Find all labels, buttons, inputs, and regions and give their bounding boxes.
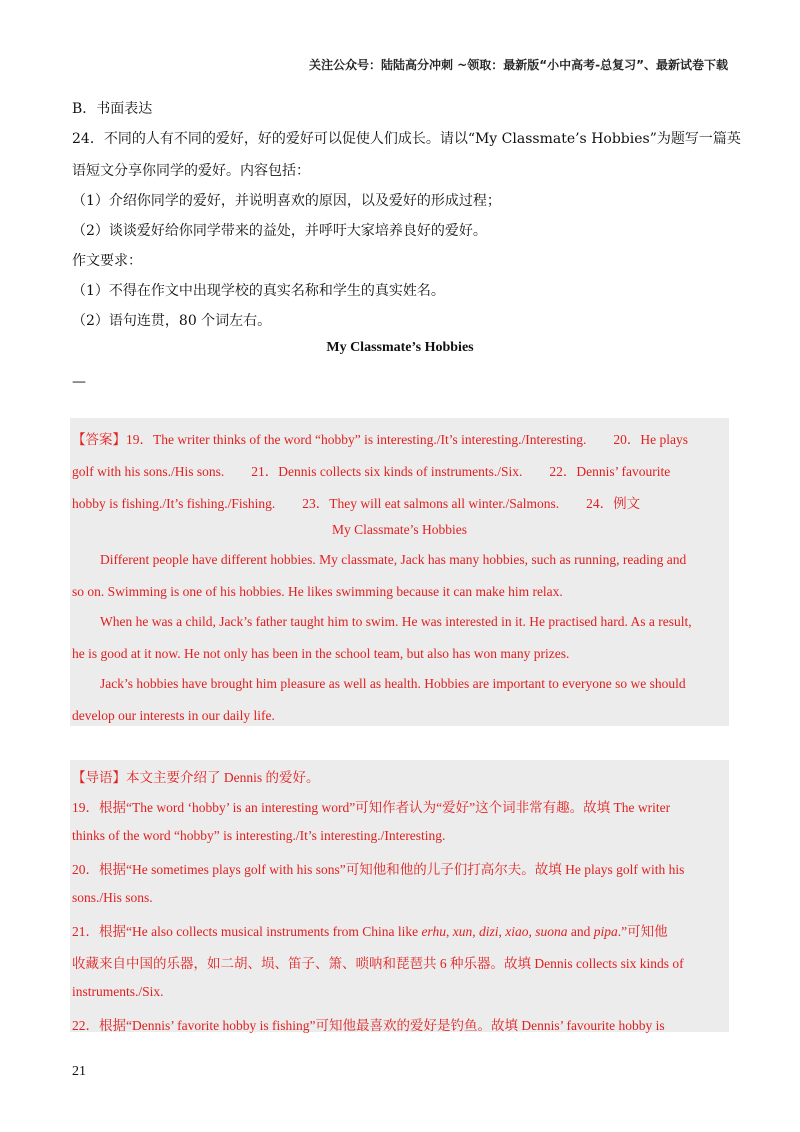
guide-line-21-pre: 21．根据“He also collects musical instruments from China like xyxy=(72,924,422,939)
sample-essay-title: My Classmate’s Hobbies xyxy=(332,522,467,537)
section-label: B．书面表达 xyxy=(72,101,153,117)
answer-blank: — xyxy=(72,374,86,390)
guide-line: 22．根据“Dennis’ favorite hobby is fishing”可知他最喜欢的爱好是钓鱼。故填 Dennis’ favourite hobby is xyxy=(72,1018,665,1033)
question-line: （1）介绍你同学的爱好，并说明喜欢的原因，以及爱好的形成过程； xyxy=(72,193,501,209)
instrument-dizi: dizi xyxy=(478,924,499,939)
essay-line: develop our interests in our daily life. xyxy=(72,708,275,723)
answer-line: 【答案】19．The writer thinks of the word “hobby” is interesting./It’s interesting./Interesting. 20．He plays xyxy=(72,432,689,447)
answer-line: golf with his sons./His sons. 21．Dennis collects six kinds of instruments./Six. 22．Dennis’ favourite xyxy=(72,464,671,479)
guide-line: 收藏来自中国的乐器，如二胡、埙、笛子、箫、唢呐和琵琶共 6 种乐器。故填 Dennis collects six kinds of xyxy=(72,956,684,971)
separator: , xyxy=(528,924,536,939)
question-line: （2）语句连贯，80 个词左右。 xyxy=(72,313,272,329)
question-line: （2）谈谈爱好给你同学带来的益处，并呼吁大家培养良好的爱好。 xyxy=(72,223,487,239)
answer-line: hobby is fishing./It’s fishing./Fishing. 23．They will eat salmons all winter./Salmons. 24．例文 xyxy=(72,496,641,511)
page-header: 关注公众号：陆陆高分冲刺 ~领取：最新版“小中高考-总复习”、最新试卷下载 xyxy=(309,58,728,72)
guide-line: instruments./Six. xyxy=(72,984,164,999)
essay-line: Jack’s hobbies have brought him pleasure as well as health. Hobbies are important to everyone so we should xyxy=(100,676,686,691)
essay-line: When he was a child, Jack’s father taught him to swim. He was interested in it. He practised hard. As a result, xyxy=(100,614,692,629)
and-word: and xyxy=(567,924,594,939)
question-line: （1）不得在作文中出现学校的真实名称和学生的真实姓名。 xyxy=(72,283,445,299)
essay-line: Different people have different hobbies. My classmate, Jack has many hobbies, such as running, reading and xyxy=(100,552,687,567)
instrument-suona: suona xyxy=(535,924,568,939)
page-number: 21 xyxy=(72,1064,86,1079)
guide-line: sons./His sons. xyxy=(72,890,153,905)
instrument-xun: xun xyxy=(452,924,473,939)
question-line: 语短文分享你同学的爱好。内容包括： xyxy=(72,163,310,179)
guide-line: 【导语】本文主要介绍了 Dennis 的爱好。 xyxy=(72,770,320,785)
guide-line-21 xyxy=(72,920,668,940)
guide-line: thinks of the word “hobby” is interesting./It’s interesting./Interesting. xyxy=(72,828,446,843)
essay-line: he is good at it now. He not only has been in the school team, but also has won many prizes. xyxy=(72,646,570,661)
guide-line: 20．根据“He sometimes plays golf with his sons”可知他和他的儿子们打高尔夫。故填 He plays golf with his xyxy=(72,862,685,877)
instrument-xiao: xiao xyxy=(505,924,529,939)
essay-title: My Classmate’s Hobbies xyxy=(326,340,474,355)
instrument-pipa: pipa xyxy=(593,924,618,939)
instrument-erhu: erhu xyxy=(421,924,446,939)
guide-line-21-post: .”可知他 xyxy=(617,924,668,939)
separator: , xyxy=(498,924,506,939)
separator: , xyxy=(472,924,479,939)
separator: , xyxy=(445,924,453,939)
question-line: 作文要求： xyxy=(72,253,142,269)
question-line: 24．不同的人有不同的爱好，好的爱好可以促使人们成长。请以“My Classmate’s Hobbies”为题写一篇英 xyxy=(72,131,741,147)
essay-line: so on. Swimming is one of his hobbies. He likes swimming because it can make him relax. xyxy=(72,584,563,599)
guide-line: 19．根据“The word ‘hobby’ is an interesting word”可知作者认为“爱好”这个词非常有趣。故填 The writer xyxy=(72,800,671,815)
